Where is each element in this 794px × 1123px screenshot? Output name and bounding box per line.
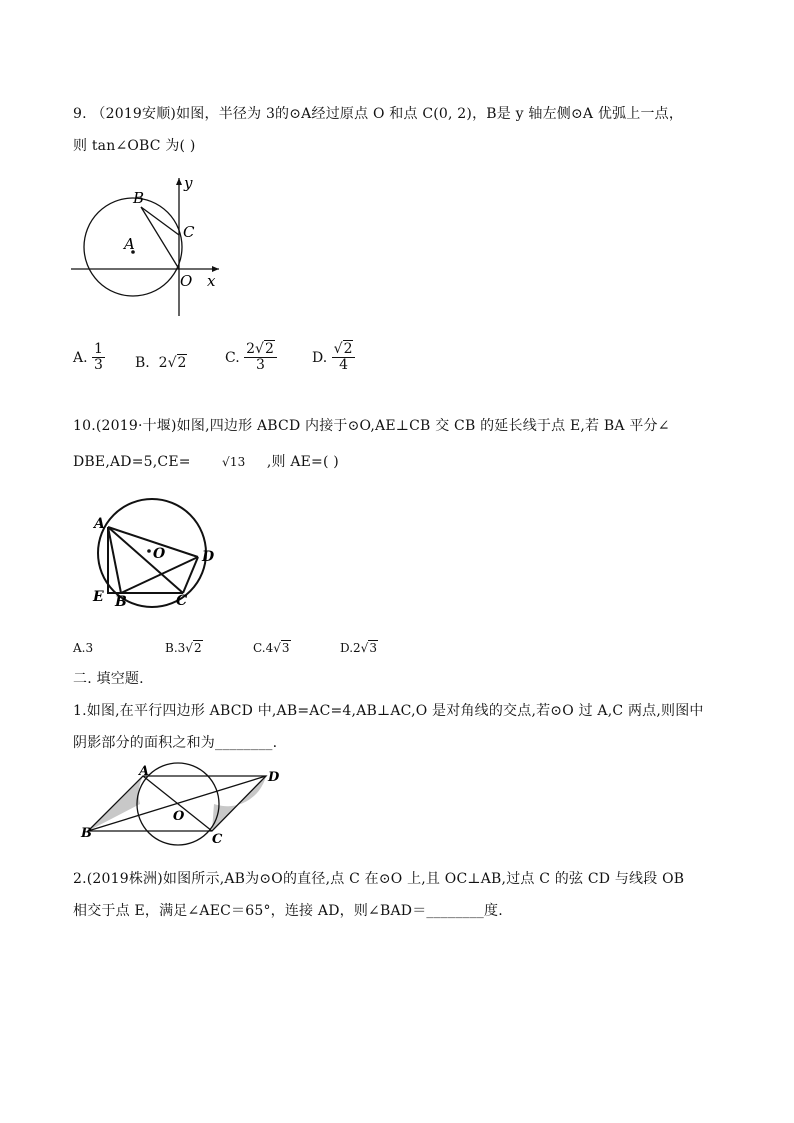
q9-label-c: C xyxy=(183,223,195,241)
q10-line2: DBE,AD=5,CE= √13 ,则 AE=( ) xyxy=(73,454,339,470)
q9-label-o: O xyxy=(180,272,193,290)
f1-label-d: D xyxy=(268,770,280,785)
f1-line1: 1.如图,在平行四边形 ABCD 中,AB=AC=4,AB⊥AC,O 是对角线的交点,若⊙O 过 A,C 两点,则图中 xyxy=(73,703,704,719)
q10-line1: 10.(2019·十堰)如图,四边形 ABCD 内接于⊙O,AE⊥CB 交 CB 的延长线于点 E,若 BA 平分∠ xyxy=(73,418,670,434)
q9-option-d: D. $\frac{√2}{4}$ xyxy=(312,342,355,374)
f1-label-c: C xyxy=(212,832,223,847)
q10-option-b: B.3√2 xyxy=(165,641,202,655)
f1-label-a: A xyxy=(139,764,150,779)
q10-label-b: B xyxy=(115,594,127,610)
q9-option-b: B. 2√2 xyxy=(135,355,187,371)
q9-label-a: A xyxy=(124,235,135,253)
f1-figure xyxy=(78,762,288,847)
q10-option-a: A.3 xyxy=(73,641,94,655)
q9-label-y: y xyxy=(184,174,193,192)
q9-label-x: x xyxy=(207,272,216,290)
f1-label-b: B xyxy=(81,826,92,841)
q9-option-a: A. $\frac{1}{3}$ xyxy=(73,341,103,374)
q10-label-e: E xyxy=(93,589,104,605)
q9-label-b: B xyxy=(133,189,145,207)
f2-line2: 相交于点 E，满足∠AEC＝65°，连接 AD，则∠BAD＝________度. xyxy=(73,903,503,919)
q9-line2: 则 tan∠OBC 为( ) xyxy=(73,138,196,154)
q10-figure xyxy=(88,495,223,610)
q9-line1: 9. （2019安顺)如图，半径为 3的⊙A经过原点 O 和点 C(0, 2)，B是 y 轴左侧⊙A 优弧上一点， xyxy=(73,106,684,122)
q9-figure xyxy=(66,170,231,320)
q10-label-d: D xyxy=(202,549,215,565)
f1-label-o: O xyxy=(173,809,185,824)
q10-label-a: A xyxy=(94,516,105,532)
q9-option-c: C. $\frac{2√2}{3}$ xyxy=(225,342,277,374)
section-heading: 二. 填空题. xyxy=(73,671,144,687)
q10-option-d: D.2√3 xyxy=(340,641,377,655)
q10-option-c: C.4√3 xyxy=(253,641,290,655)
q10-label-c: C xyxy=(176,593,188,609)
f2-line1: 2.(2019株洲)如图所示,AB为⊙O的直径,点 C 在⊙O 上,且 OC⊥AB,过点 C 的弦 CD 与线段 OB xyxy=(73,871,685,887)
q10-label-o: O xyxy=(153,546,166,562)
f1-line2: 阴影部分的面积之和为________. xyxy=(73,735,278,751)
